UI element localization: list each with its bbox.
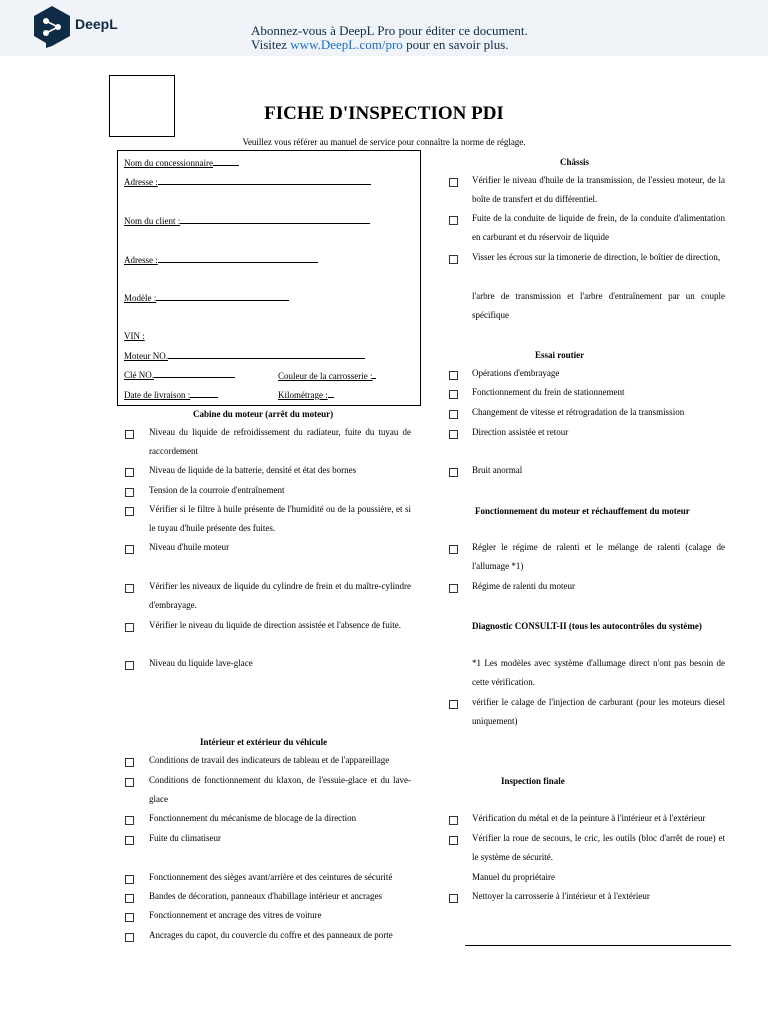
key-no-field: Clé NO.: [124, 369, 235, 380]
engine-item: Régler le régime de ralenti et le mélange de ralenti (calage de l'allumage *1): [472, 542, 725, 572]
diagnostic-section-header: Diagnostic CONSULT-II (tous les autocontrôles du système): [472, 621, 702, 631]
cabin-item: Niveau du liquide lave-glace: [149, 658, 253, 668]
document-subtitle: Veuillez vous référer au manuel de service pour connaître la norme de réglage.: [242, 137, 526, 147]
road-test-item: Fonctionnement du frein de stationnement: [472, 387, 625, 397]
road-test-section-header: Essai routier: [535, 350, 585, 360]
chassis-item-continued: l'arbre de transmission et l'arbre d'entraînement par un couple spécifique: [472, 291, 725, 321]
body-color-field: Couleur de la carrosserie :: [278, 370, 376, 381]
checkbox[interactable]: [125, 623, 134, 632]
checkbox[interactable]: [125, 584, 134, 593]
cabin-item: Tension de la courroie d'entraînement: [149, 485, 285, 495]
checkbox[interactable]: [125, 507, 134, 516]
checkbox[interactable]: [449, 178, 458, 187]
interior-item: Conditions de travail des indicateurs de tableau et de l'appareillage: [149, 755, 390, 765]
cabin-item: Niveau de liquide de la batterie, densité et état des bornes: [149, 465, 357, 475]
final-inspection-section-header: Inspection finale: [501, 776, 565, 786]
diagnostic-note: *1 Les modèles avec système d'allumage direct n'ont pas besoin de cette vérification.: [472, 658, 725, 688]
checkbox[interactable]: [449, 430, 458, 439]
deepl-pro-link[interactable]: www.DeepL.com/pro: [290, 37, 403, 52]
vin-field: VIN :: [124, 331, 145, 341]
checkbox[interactable]: [449, 410, 458, 419]
deepl-banner: [0, 0, 768, 56]
interior-item: Fuite du climatiseur: [149, 833, 221, 843]
checkbox[interactable]: [125, 913, 134, 922]
checkbox[interactable]: [125, 875, 134, 884]
dealer-field: Nom du concessionnaire: [124, 157, 239, 168]
checkbox[interactable]: [449, 371, 458, 380]
checkbox[interactable]: [449, 584, 458, 593]
deepl-logo-text: DeepL: [75, 16, 118, 32]
interior-section-header: Intérieur et extérieur du véhicule: [200, 737, 328, 747]
model-field: Modèle :: [124, 292, 289, 303]
checkbox[interactable]: [449, 894, 458, 903]
banner-line-2: Visitez www.DeepL.com/pro pour en savoir plus.: [251, 37, 509, 52]
delivery-date-field: Date de livraison :: [124, 389, 218, 400]
chassis-item: Visser les écrous sur la timonerie de direction, le boîtier de direction,: [472, 252, 721, 262]
cabin-item: Niveau du liquide de refroidissement du radiateur, fuite du tuyau de raccordement: [149, 427, 411, 457]
engine-item: Régime de ralenti du moteur: [472, 581, 575, 591]
owner-manual-item: Manuel du propriétaire: [472, 872, 555, 882]
signature-line: [465, 945, 731, 946]
interior-item: Ancrages du capot, du couvercle du coffre et des panneaux de porte: [149, 930, 393, 940]
road-test-item: Opérations d'embrayage: [472, 368, 560, 378]
checkbox[interactable]: [125, 468, 134, 477]
checkbox[interactable]: [125, 933, 134, 942]
cabin-item: Vérifier les niveaux de liquide du cylindre de frein et du maître-cylindre d'embrayage.: [149, 581, 411, 611]
final-item: Nettoyer la carrosserie à l'intérieur et à l'extérieur: [472, 891, 650, 901]
interior-item: Fonctionnement du mécanisme de blocage de la direction: [149, 813, 357, 823]
road-test-item: Direction assistée et retour: [472, 427, 569, 437]
interior-item: Bandes de décoration, panneaux d'habillage intérieur et ancrages: [149, 891, 383, 901]
chassis-item: Vérifier le niveau d'huile de la transmission, de l'essieu moteur, de la boîte de transfert et du différentiel.: [472, 175, 725, 205]
checkbox[interactable]: [125, 758, 134, 767]
checkbox[interactable]: [449, 390, 458, 399]
road-test-item: Changement de vitesse et rétrogradation de la transmission: [472, 407, 685, 417]
checkbox[interactable]: [125, 430, 134, 439]
road-test-item: Bruit anormal: [472, 465, 523, 475]
checkbox[interactable]: [125, 836, 134, 845]
interior-item: Fonctionnement et ancrage des vitres de voiture: [149, 910, 322, 920]
checkbox[interactable]: [449, 468, 458, 477]
diagnostic-item: vérifier le calage de l'injection de carburant (pour les moteurs diesel uniquement): [472, 697, 725, 727]
cabin-item: Vérifier le niveau du liquide de direction assistée et l'absence de fuite.: [149, 620, 402, 630]
checkbox[interactable]: [449, 545, 458, 554]
cabin-item: Vérifier si le filtre à huile présente de l'humidité ou de la poussière, et si le tuyau d'huile présente des fuites.: [149, 504, 411, 534]
checkbox[interactable]: [449, 255, 458, 264]
address-field-2: Adresse :: [124, 254, 318, 265]
document-title: FICHE D'INSPECTION PDI: [264, 103, 504, 124]
checkbox[interactable]: [449, 700, 458, 709]
checkbox[interactable]: [125, 661, 134, 670]
client-name-field: Nom du client :: [124, 215, 370, 226]
checkbox[interactable]: [125, 816, 134, 825]
cabin-section-header: Cabine du moteur (arrêt du moteur): [193, 409, 334, 419]
final-item: Vérifier la roue de secours, le cric, les outils (bloc d'arrêt de roue) et le système de sécurité.: [472, 833, 725, 863]
checkbox[interactable]: [125, 545, 134, 554]
interior-item: Conditions de fonctionnement du klaxon, de l'essuie-glace et du lave-glace: [149, 775, 411, 805]
chassis-section-header: Châssis: [560, 157, 590, 167]
banner-line-1: Abonnez-vous à DeepL Pro pour éditer ce document.: [251, 23, 528, 38]
vehicle-info-box: [117, 150, 421, 406]
mileage-field: Kilométrage :: [278, 389, 334, 400]
address-field-1: Adresse :: [124, 176, 371, 187]
deepl-logo-icon: [34, 6, 70, 48]
cabin-item: Niveau d'huile moteur: [149, 542, 230, 552]
final-item: Vérification du métal et de la peinture à l'intérieur et à l'extérieur: [472, 813, 706, 823]
engine-no-field: Moteur NO.: [124, 350, 365, 361]
checkbox[interactable]: [449, 836, 458, 845]
checkbox[interactable]: [449, 816, 458, 825]
checkbox[interactable]: [125, 778, 134, 787]
checkbox[interactable]: [125, 488, 134, 497]
interior-item: Fonctionnement des sièges avant/arrière et des ceintures de sécurité: [149, 872, 393, 882]
checkbox[interactable]: [449, 216, 458, 225]
checkbox[interactable]: [125, 894, 134, 903]
chassis-item: Fuite de la conduite de liquide de frein, de la conduite d'alimentation en carburant et du réservoir de liquide: [472, 213, 725, 243]
engine-section-header: Fonctionnement du moteur et réchauffement du moteur: [475, 506, 690, 516]
